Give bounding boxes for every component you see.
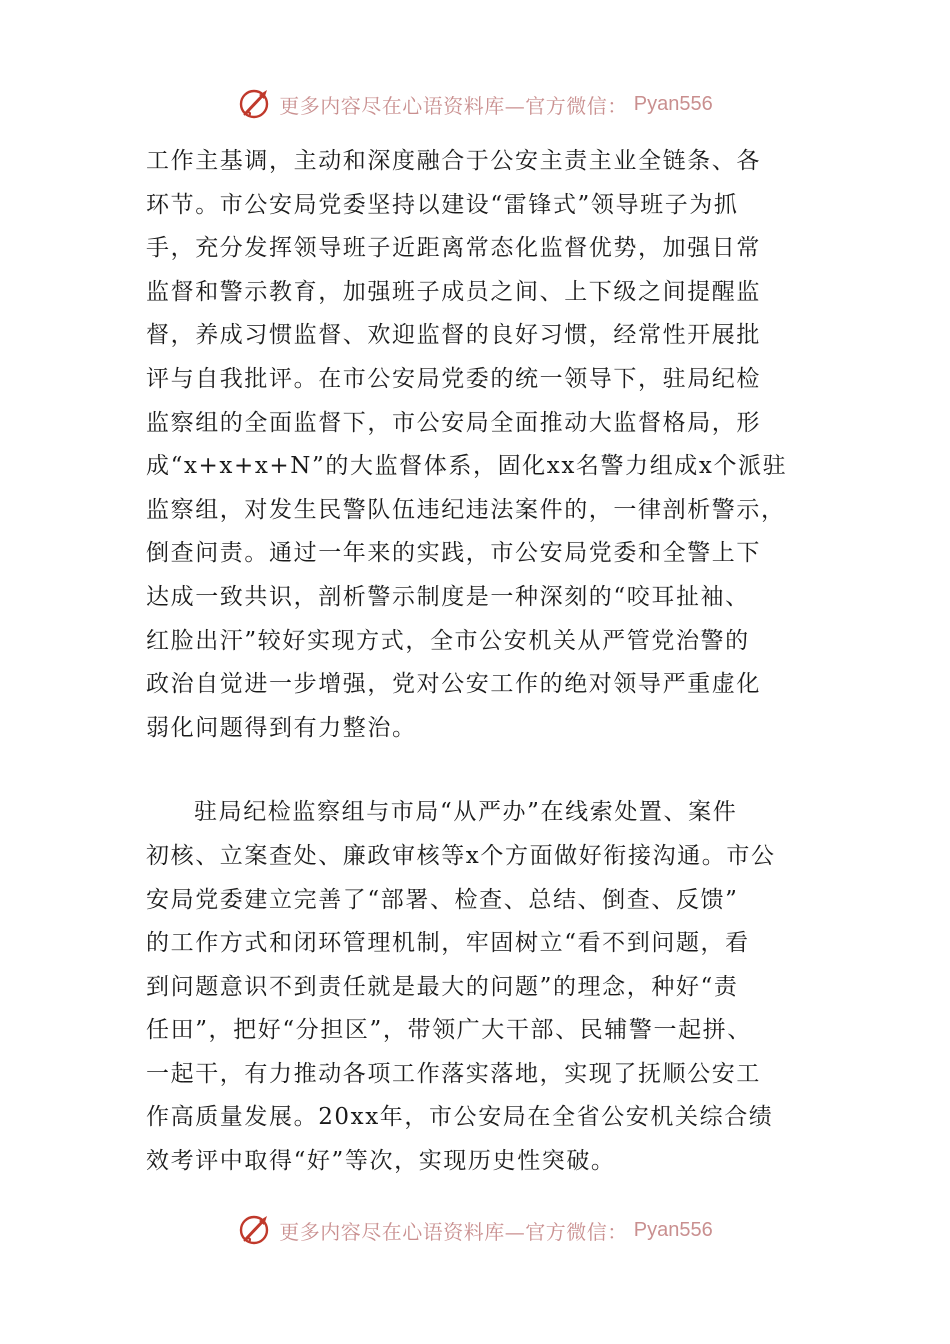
text-line: 政治自觉进一步增强，党对公安工作的绝对领导严重虚化 (146, 671, 761, 698)
text-line: 监督和警示教育，加强班子成员之间、上下级之间提醒监 (146, 278, 761, 305)
text-line: 的工作方式和闭环管理机制，牢固树立“看不到问题，看 (146, 930, 750, 957)
banner-text: 更多内容尽在心语资料库—官方微信： (279, 93, 628, 118)
text-line: 监察组的全面监督下，市公安局全面推动大监督格局，形 (146, 409, 761, 436)
text-line: 驻局纪检监察组与市局“从严办”在线索处置、案件 (194, 799, 738, 826)
banner-handle: Pyan556 (633, 1218, 713, 1241)
text-line: 效考评中取得“好”等次，实现历史性突破。 (146, 1148, 616, 1175)
document-body (146, 140, 806, 1184)
paragraph-1 (146, 140, 806, 750)
pen-logo-icon (237, 1212, 273, 1248)
text-line: 监察组，对发生民警队伍违纪违法案件的，一律剖析警示， (146, 496, 786, 523)
text-line: 初核、立案查处、廉政审核等x个方面做好衔接沟通。市公 (146, 842, 776, 869)
text-line: 到问题意识不到责任就是最大的问题”的理念，种好“责 (146, 973, 739, 1000)
banner-text: 更多内容尽在心语资料库—官方微信： (279, 1219, 628, 1244)
text-line: 任田”，把好“分担区”，带领广大干部、民辅警一起拼、 (146, 1017, 752, 1044)
pen-logo-icon (237, 86, 273, 122)
text-line: 工作主基调，主动和深度融合于公安主责主业全链条、各 (146, 148, 761, 174)
text-line: 手，充分发挥领导班子近距离常态化监督优势，加强日常 (146, 235, 761, 262)
footer-banner (0, 1210, 950, 1250)
text-line: 成“x+x+x+N”的大监督体系，固化xx名警力组成x个派驻 (146, 453, 788, 480)
text-line: 达成一致共识，剖析警示制度是一种深刻的“咬耳扯袖、 (146, 583, 750, 610)
text-line: 作高质量发展。20xx年，市公安局在全省公安机关综合绩 (146, 1104, 774, 1131)
text-line: 一起干，有力推动各项工作落实落地，实现了抚顺公安工 (146, 1060, 761, 1087)
paragraph-2 (146, 791, 806, 1183)
text-line: 环节。市公安局党委坚持以建设“雷锋式”领导班子为抓 (146, 191, 739, 218)
text-line: 督，养成习惯监督、欢迎监督的良好习惯，经常性开展批 (146, 322, 761, 349)
header-banner (0, 84, 950, 124)
text-line: 弱化问题得到有力整治。 (146, 714, 417, 741)
banner-handle: Pyan556 (633, 92, 713, 115)
text-line: 评与自我批评。在市公安局党委的统一领导下，驻局纪检 (146, 365, 761, 392)
text-line: 倒查问责。通过一年来的实践，市公安局党委和全警上下 (146, 540, 761, 567)
text-line: 红脸出汗”较好实现方式，全市公安机关从严管党治警的 (146, 627, 750, 654)
text-line: 安局党委建立完善了“部署、检查、总结、倒查、反馈” (146, 886, 739, 913)
